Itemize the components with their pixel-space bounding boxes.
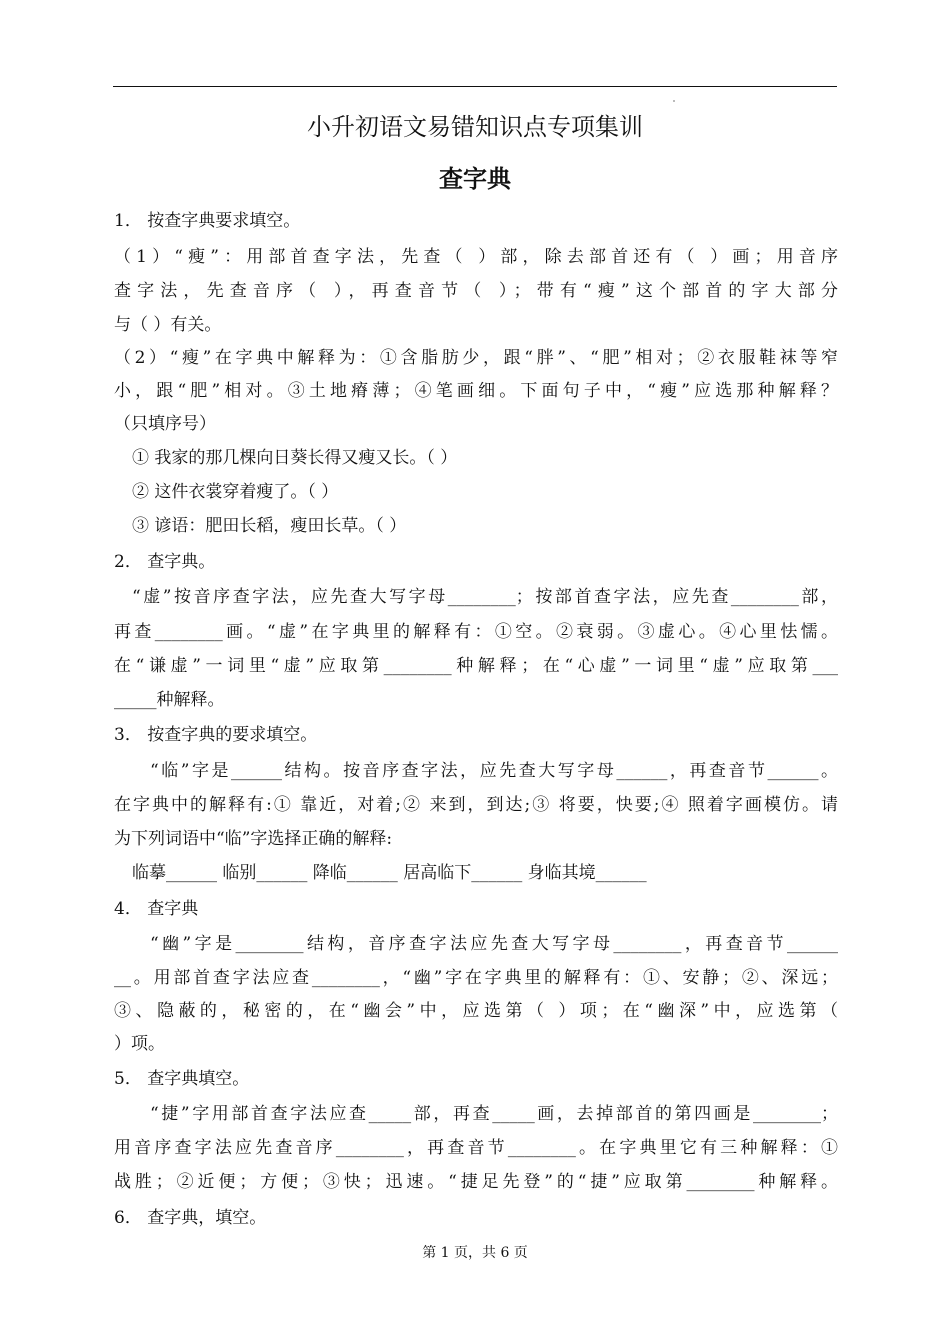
q2-line: “虚”按音序查字法，应先查大写字母________；按部首查字法，应先查________部，	[132, 587, 838, 607]
q5-line: “捷”字用部首查字法应查_____部，再查_____画，去掉部首的第四画是________；	[150, 1104, 838, 1124]
q1-line: （2）“瘦”在字典中解释为：①含脂肪少，跟“胖”、“肥”相对；②衣服鞋袜等窄	[114, 348, 838, 368]
q1-item: ③ 谚语：肥田长稻，瘦田长草。（ ）	[132, 516, 407, 536]
q1-line: （只填序号）	[114, 414, 216, 434]
header-rule	[113, 86, 837, 87]
q1-line: 查字法，先查音序（ ），再查音节（ ）；带有“瘦”这个部首的字大部分	[114, 281, 838, 301]
speck	[673, 100, 675, 102]
q3-line: 为下列词语中“临”字选择正确的解释:	[114, 829, 393, 849]
doc-subtitle: 查字典	[439, 165, 511, 193]
q3-line: “临”字是______结构。按音序查字法，应先查大写字母______，再查音节______。	[150, 761, 838, 781]
q5-heading: 5． 查字典填空。	[114, 1069, 250, 1089]
q2-heading: 2． 查字典。	[114, 552, 216, 572]
page-footer: 第 1 页，共 6 页	[422, 1245, 528, 1261]
q4-line: ③、隐蔽的，秘密的，在“幽会”中，应选第（ ）项；在“幽深”中，应选第（	[114, 1001, 838, 1021]
q2-line: 再查________画。“虚”在字典里的解释有：①空。②衰弱。③虚心。④心里怯懦。	[114, 622, 838, 642]
q1-item: ① 我家的那几棵向日葵长得又瘦又长。（ ）	[132, 448, 458, 468]
q5-line: 战胜；②近便；方便；③快；迅速。“捷足先登”的“捷”应取第________种解释。	[114, 1172, 838, 1192]
q6-heading: 6． 查字典，填空。	[114, 1208, 267, 1228]
q4-line: “幽”字是________结构，音序查字法应先查大写字母________，再查音节______	[150, 934, 838, 954]
q2-line: _____种解释。	[114, 690, 225, 710]
q4-line: ）项。	[114, 1034, 165, 1054]
q5-line: 用音序查字法应先查音序________，再查音节________。在字典里它有三种解释：①	[114, 1138, 838, 1158]
doc-title: 小升初语文易错知识点专项集训	[307, 113, 643, 141]
q2-line: 在“谦虚”一词里“虚”应取第________种解释；在“心虚”一词里“虚”应取第___	[114, 656, 838, 676]
q4-heading: 4． 查字典	[114, 899, 199, 919]
q1-line: （1）“瘦”：用部首查字法，先查（ ）部，除去部首还有（ ）画；用音序	[114, 247, 838, 267]
q1-heading: 1． 按查字典要求填空。	[114, 211, 301, 231]
q3-line: 在字典中的解释有:① 靠近，对着;② 来到，到达;③ 将要，快要;④ 照着字画模仿。请	[114, 795, 838, 815]
q1-line: 小，跟“肥”相对。③土地瘠薄；④笔画细。下面句子中，“瘦”应选那种解释？	[114, 381, 838, 401]
q3-heading: 3． 按查字典的要求填空。	[114, 725, 318, 745]
q3-words: 临摹______ 临别______ 降临______ 居高临下______ 身临其境______	[132, 863, 647, 883]
q1-item: ② 这件衣裳穿着瘦了。（ ）	[132, 482, 339, 502]
q4-line: __。用部首查字法应查________，“幽”字在字典里的解释有：①、安静；②、深远；	[114, 968, 838, 988]
q1-line: 与（ ）有关。	[114, 315, 222, 335]
